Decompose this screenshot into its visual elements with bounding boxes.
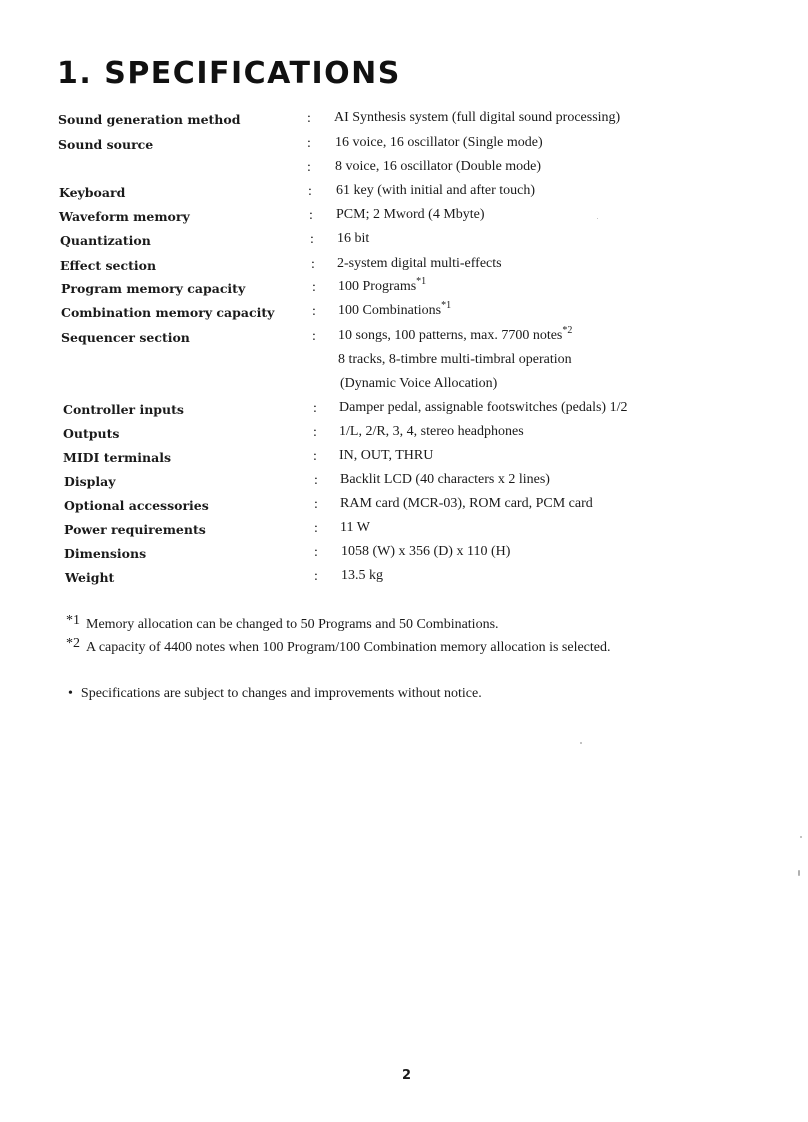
spec-value [338, 325, 573, 344]
spec-colon: : [313, 425, 317, 440]
spec-row [59, 181, 659, 203]
spec-value [338, 276, 427, 295]
spec-value: PCM; 2 Mword (4 Mbyte) [336, 207, 485, 222]
bullet-icon: • [68, 686, 73, 701]
spec-colon: : [314, 497, 318, 512]
spec-colon: : [307, 111, 311, 126]
spec-colon: : [309, 208, 313, 223]
spec-row [58, 133, 658, 155]
footnote-marker: *1 [66, 613, 80, 628]
spec-colon: : [312, 280, 316, 295]
spec-row [64, 542, 664, 564]
spec-row [60, 254, 660, 276]
spec-value: IN, OUT, THRU [339, 448, 434, 463]
page-number: 2 [402, 1068, 412, 1083]
spec-value: Backlit LCD (40 characters x 2 lines) [340, 472, 550, 487]
spec-label: Weight [65, 570, 115, 585]
spec-label: Sequencer section [61, 330, 190, 345]
spec-colon: : [310, 232, 314, 247]
footnote-text: Memory allocation can be changed to 50 Programs and 50 Combinations. [86, 617, 499, 632]
spec-colon: : [314, 521, 318, 536]
spec-row [60, 229, 660, 251]
spec-label: Effect section [60, 258, 157, 273]
spec-row [63, 398, 663, 420]
spec-colon: : [314, 545, 318, 560]
spec-value: AI Synthesis system (full digital sound processing) [334, 110, 621, 125]
footnote-text: A capacity of 4400 notes when 100 Program/100 Combination memory allocation is selected. [86, 640, 611, 655]
spec-value: 13.5 kg [341, 568, 383, 583]
spec-row [64, 494, 664, 516]
spec-value: 16 bit [337, 231, 370, 246]
spec-label: Optional accessories [64, 498, 209, 513]
spec-value: 8 voice, 16 oscillator (Double mode) [335, 159, 542, 174]
spec-colon: : [311, 257, 315, 272]
footnote-ref: *1 [441, 300, 452, 311]
scan-speck [597, 218, 598, 219]
spec-colon: : [312, 329, 316, 344]
spec-colon: : [307, 136, 311, 151]
spec-colon: : [313, 401, 317, 416]
spec-value-text: 100 Programs [338, 279, 417, 294]
spec-label: Power requirements [64, 522, 206, 537]
spec-value: Damper pedal, assignable footswitches (pedals) 1/2 [339, 400, 628, 415]
spec-label: Display [64, 474, 116, 489]
spec-row [59, 205, 659, 227]
footnote-2 [66, 636, 611, 656]
footnote-ref: *2 [562, 325, 573, 336]
spec-row [63, 446, 663, 468]
spec-row [61, 326, 661, 348]
spec-value: RAM card (MCR-03), ROM card, PCM card [340, 496, 593, 511]
spec-label: Sound generation method [58, 112, 241, 127]
spec-label: Keyboard [59, 185, 126, 200]
spec-value [338, 300, 452, 319]
scan-speck [798, 870, 800, 876]
spec-label: Sound source [58, 137, 154, 152]
spec-row [58, 108, 658, 130]
spec-label: Outputs [63, 426, 120, 441]
spec-label: Combination memory capacity [61, 305, 275, 320]
disclaimer [68, 686, 482, 702]
spec-row [64, 470, 664, 492]
spec-value: 11 W [340, 520, 370, 535]
spec-row [61, 277, 661, 299]
spec-colon: : [314, 569, 318, 584]
spec-row [61, 301, 661, 323]
spec-value: 8 tracks, 8-timbre multi-timbral operation [338, 352, 572, 367]
spec-colon: : [312, 304, 316, 319]
spec-label: Dimensions [64, 546, 147, 561]
spec-value: 2-system digital multi-effects [337, 256, 502, 271]
spec-colon: : [313, 449, 317, 464]
spec-value-text: 100 Combinations [338, 303, 442, 318]
footnote-1 [66, 613, 499, 633]
spec-label: Program memory capacity [61, 281, 246, 296]
spec-colon: : [314, 473, 318, 488]
spec-value: 16 voice, 16 oscillator (Single mode) [335, 135, 543, 150]
scan-speck [800, 836, 802, 838]
spec-row [61, 350, 661, 372]
page-title: 1. SPECIFICATIONS [57, 56, 401, 91]
spec-row [64, 518, 664, 540]
scan-speck [580, 742, 582, 744]
disclaimer-text: Specifications are subject to changes and improvements without notice. [80, 686, 482, 701]
spec-row [58, 157, 658, 179]
spec-value: 61 key (with initial and after touch) [336, 183, 536, 198]
footnote-marker: *2 [66, 636, 80, 651]
spec-label: MIDI terminals [63, 450, 171, 465]
spec-label: Quantization [60, 233, 151, 248]
spec-row [63, 422, 663, 444]
spec-colon: : [308, 184, 312, 199]
spec-colon: : [307, 160, 311, 175]
spec-row [65, 566, 665, 588]
spec-label: Waveform memory [59, 209, 190, 224]
spec-row [61, 374, 661, 396]
footnote-ref: *1 [416, 276, 427, 287]
spec-value-text: 10 songs, 100 patterns, max. 7700 notes [338, 328, 563, 343]
spec-value: 1/L, 2/R, 3, 4, stereo headphones [339, 424, 524, 439]
spec-label: Controller inputs [63, 402, 184, 417]
spec-value: 1058 (W) x 356 (D) x 110 (H) [341, 544, 511, 559]
spec-value: (Dynamic Voice Allocation) [340, 376, 498, 391]
